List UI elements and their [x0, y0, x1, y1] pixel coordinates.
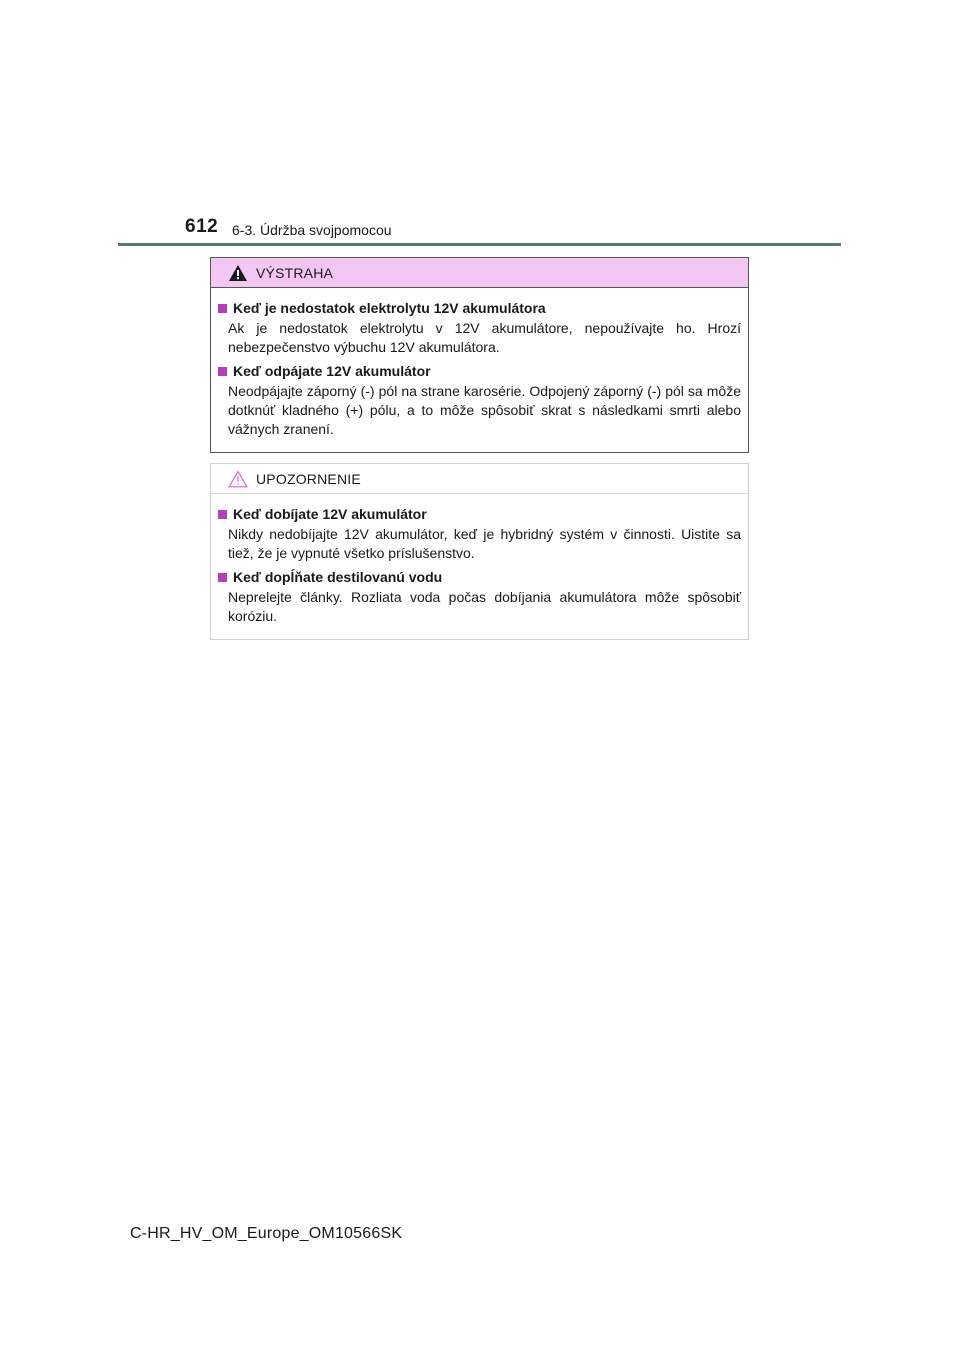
header-rule [118, 243, 841, 246]
warning-box-body [211, 288, 748, 439]
warning-item-heading-text: Keď odpájate 12V akumulátor [233, 363, 431, 379]
caution-item-heading [218, 505, 741, 524]
caution-item-heading-text: Keď dopĺňate destilovanú vodu [233, 569, 443, 585]
warning-triangle-filled-icon [228, 264, 248, 282]
caution-item-heading [218, 568, 741, 587]
warning-box [210, 257, 749, 453]
caution-item-heading-text: Keď dobíjate 12V akumulátor [233, 506, 427, 522]
warning-box-header [211, 258, 748, 288]
warning-item [218, 362, 741, 439]
caution-item-text: Nikdy nedobíjajte 12V akumulátor, keď je hybridný systém v činnosti. Uistite sa tiež, že je vypnuté všetko príslušenstvo. [228, 526, 741, 561]
warning-item-text: Ak je nedostatok elektrolytu v 12V akumulátore, nepoužívajte ho. Hrozí nebezpečenstvo výbuchu 12V akumulátora. [228, 320, 741, 355]
caution-box [210, 463, 749, 640]
page-number: 612 [185, 216, 219, 237]
caution-box-header [211, 464, 748, 494]
caution-item [218, 505, 741, 563]
caution-box-body [211, 494, 748, 626]
square-bullet-icon [218, 573, 227, 582]
square-bullet-icon [218, 510, 227, 519]
square-bullet-icon [218, 304, 227, 313]
warning-box-title: VÝSTRAHA [256, 264, 334, 281]
warning-item-heading [218, 299, 741, 318]
caution-box-title: UPOZORNENIE [256, 470, 361, 487]
caution-item [218, 568, 741, 626]
warning-item [218, 299, 741, 357]
warning-item-heading-text: Keď je nedostatok elektrolytu 12V akumulátora [233, 300, 546, 316]
caution-triangle-outline-icon [228, 470, 248, 488]
section-title: 6-3. Údržba svojpomocou [232, 222, 392, 238]
caution-item-text: Neprelejte články. Rozliata voda počas dobíjania akumulátora môže spôsobiť koróziu. [228, 589, 741, 624]
document-code: C-HR_HV_OM_Europe_OM10566SK [130, 1225, 403, 1242]
warning-item-text: Neodpájajte záporný (-) pól na strane karosérie. Odpojený záporný (-) pól sa môže dotknúť kladného (+) pólu, a to môže spôsobiť skrat s následkami smrti alebo vážnych zranení. [228, 383, 741, 437]
square-bullet-icon [218, 367, 227, 376]
warning-item-heading [218, 362, 741, 381]
